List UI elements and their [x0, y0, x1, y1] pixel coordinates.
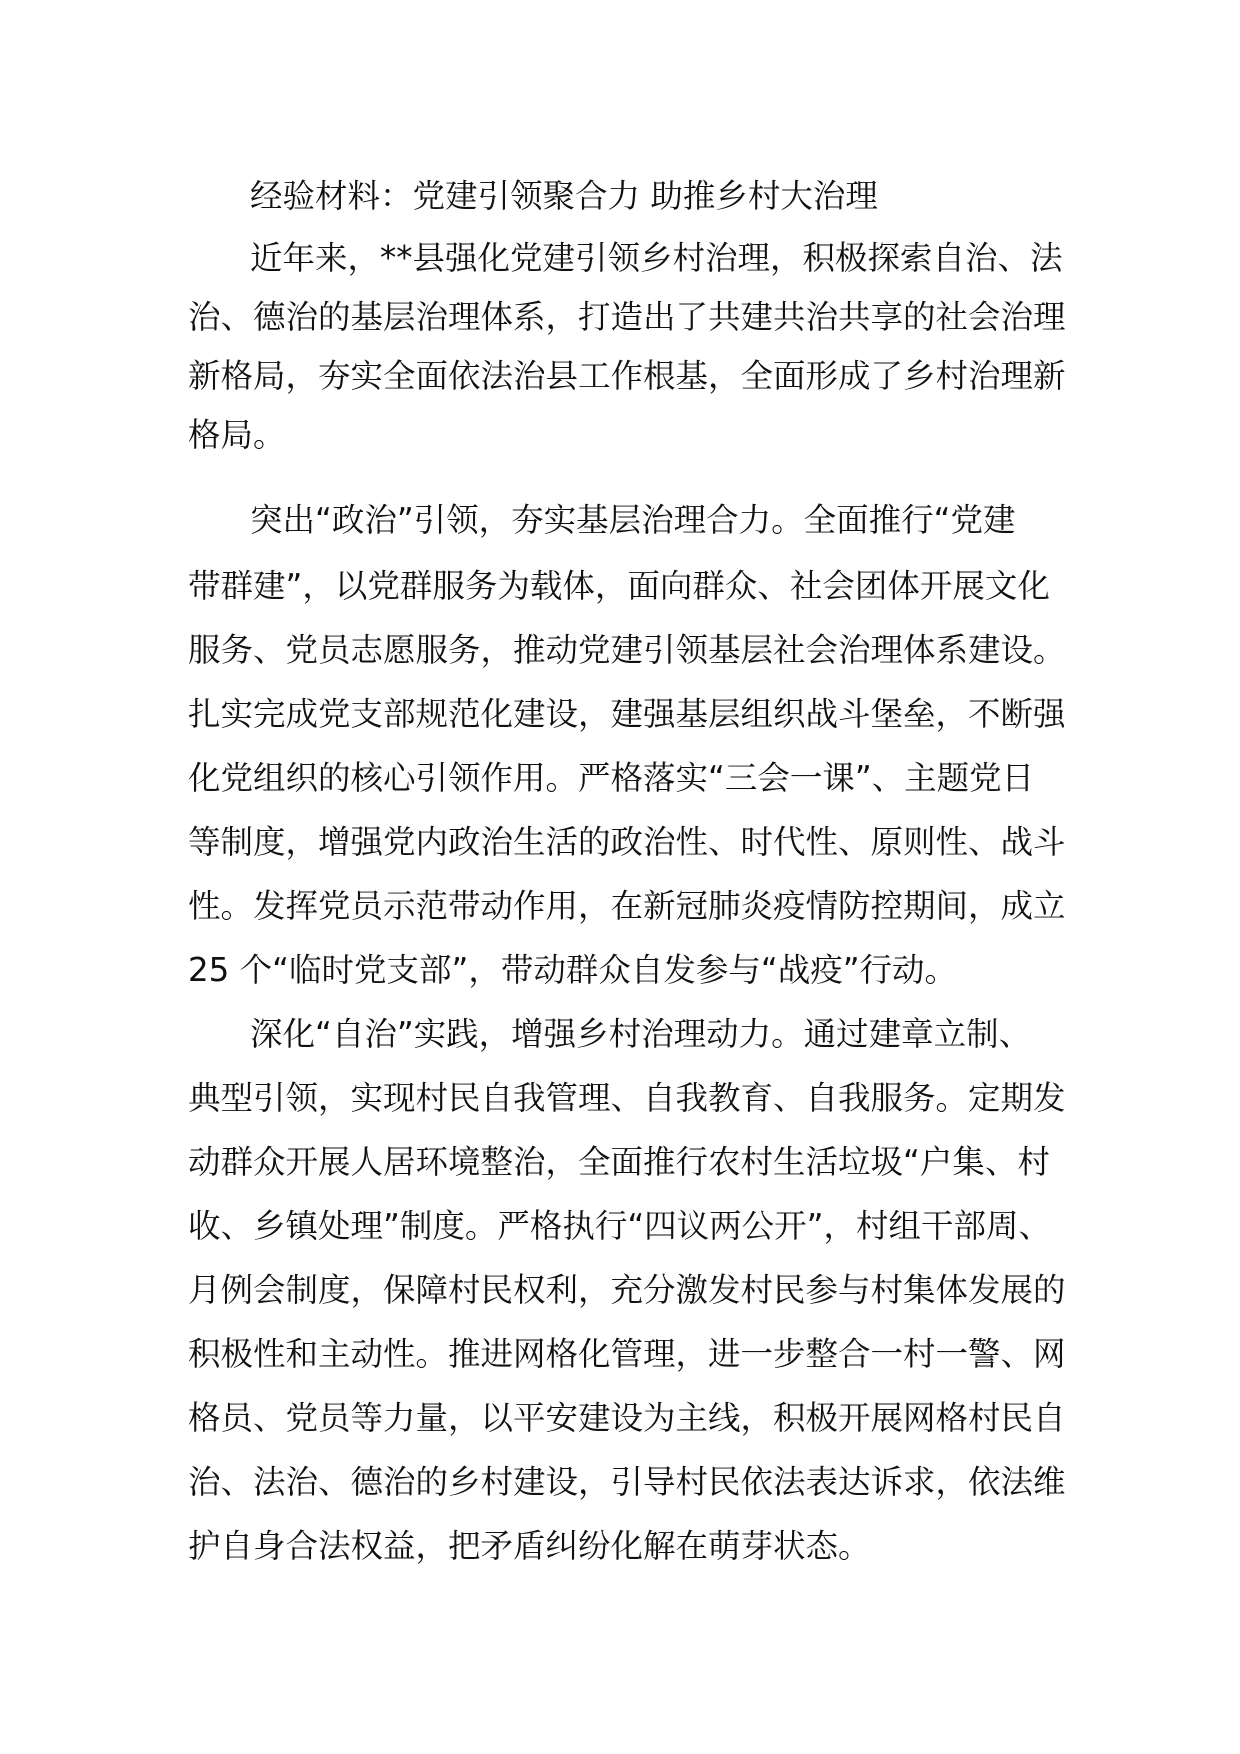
paragraph-line: 典型引领，实现村民自我管理、自我教育、自我服务。定期发 [188, 1079, 1066, 1117]
paragraph-line: 扎实完成党支部规范化建设，建强基层组织战斗堡垒，不断强 [188, 695, 1066, 733]
paragraph-line: 动群众开展人居环境整治，全面推行农村生活垃圾“户集、村 [188, 1143, 1050, 1181]
paragraph-line: 深化“自治”实践，增强乡村治理动力。通过建章立制、 [250, 1015, 1032, 1053]
paragraph-line: 服务、党员志愿服务，推动党建引领基层社会治理体系建设。 [188, 631, 1066, 669]
paragraph-line: 治、法治、德治的乡村建设，引导村民依法表达诉求，依法维 [188, 1463, 1066, 1501]
paragraph-line: 收、乡镇处理”制度。严格执行“四议两公开”，村组干部周、 [188, 1207, 1052, 1245]
paragraph-line: 性。发挥党员示范带动作用，在新冠肺炎疫情防控期间，成立 [188, 887, 1066, 925]
paragraph-line: 近年来，**县强化党建引领乡村治理，积极探索自治、法 [250, 239, 1063, 277]
paragraph-line: 治、德治的基层治理体系，打造出了共建共治共享的社会治理 [188, 298, 1066, 336]
paragraph-line: 突出“政治”引领，夯实基层治理合力。全面推行“党建 [250, 501, 1016, 539]
paragraph-line: 带群建”，以党群服务为载体，面向群众、社会团体开展文化 [188, 567, 1050, 605]
document-title: 经验材料：党建引领聚合力 助推乡村大治理 [250, 177, 878, 215]
paragraph-line: 月例会制度，保障村民权利，充分激发村民参与村集体发展的 [188, 1271, 1066, 1309]
paragraph-line: 护自身合法权益，把矛盾纠纷化解在萌芽状态。 [188, 1527, 871, 1565]
paragraph-line: 化党组织的核心引领作用。严格落实“三会一课”、主题党日 [188, 759, 1035, 797]
paragraph-line: 积极性和主动性。推进网格化管理，进一步整合一村一警、网 [188, 1335, 1066, 1373]
paragraph-line: 格局。 [188, 416, 286, 454]
paragraph-line: 格员、党员等力量，以平安建设为主线，积极开展网格村民自 [188, 1399, 1066, 1437]
paragraph-line: 等制度，增强党内政治生活的政治性、时代性、原则性、战斗 [188, 823, 1066, 861]
paragraph-line: 新格局，夯实全面依法治县工作根基，全面形成了乡村治理新 [188, 357, 1066, 395]
paragraph-line: 25 个“临时党支部”，带动群众自发参与“战疫”行动。 [188, 951, 958, 989]
